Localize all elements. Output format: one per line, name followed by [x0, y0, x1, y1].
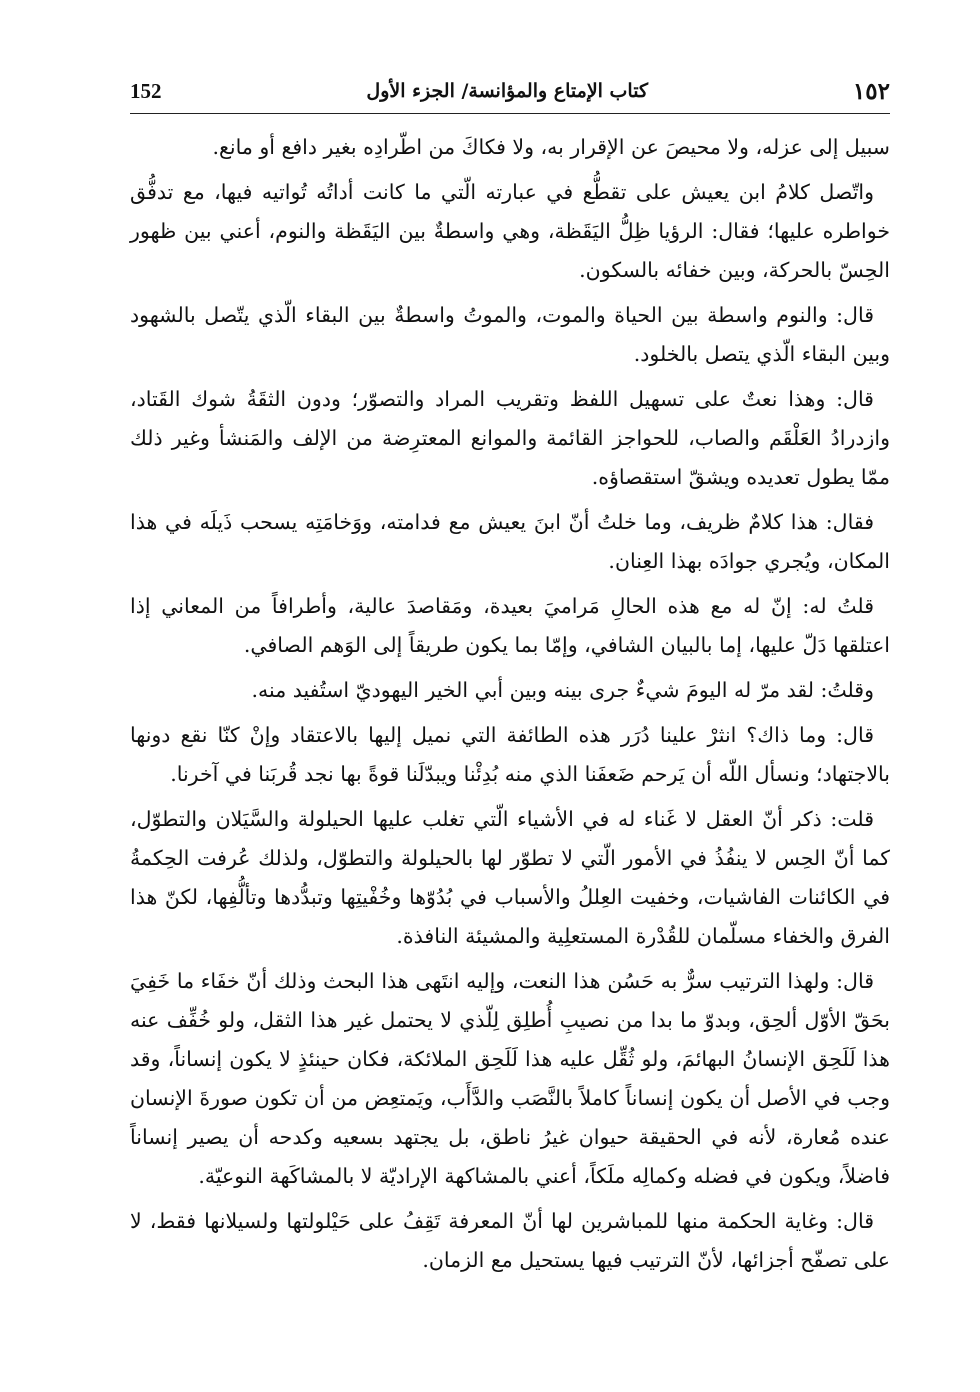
paragraph-4: قال: وهذا نعتٌ على تسهيل اللفظ وتقريب المراد والتصوّر؛ ودون الثقَةُ شوك القَتاد، وازدرادُ العَلْقَم والصاب، للحواجز القائمة والموانع المعترِضة من الإلف والمَنشأ وغير ذلك ممّا يطول تعديده ويشقّ استقصاؤه. — [130, 387, 890, 489]
paragraph-10: قال: ولهذا الترتيب سرٌّ به حَسُن هذا النعت، وإليه انتَهى هذا البحث وذلك أنّ خفَاء ما خَفِيَ بحَقّ الأوّل ألحِق، وبدوّ ما بدا من نصيبِ أُطلِق لِلّذي لا يحتمل غير هذا الثقل، ولو خُفِّف عنه هذا لَلَحِق الإنسانُ البهائمَ، ولو ثُقِّل عليه هذا لَلَحِق الملائكة، فكان حينئذٍ لا يكون إنساناً، وقد وجب في الأصل أن يكون إنساناً كاملاً بالنَّصَب والدَّأَب، ويَمتعِض من أن تكون صورةَ الإنسان عنده مُعارة، لأنه في الحقيقة حيوان غيرُ ناطق، بل يجتهد بسعيه وكدحه أن يصير إنساناً فاضلاً، ويكون في فضله وكمالِه ملَكاً، أعني بالمشاكهة الإراديّة لا بالمشاكَهة النوعيّة. — [130, 969, 890, 1188]
paragraph-11: قال: وغاية الحكمة منها للمباشرين لها أنّ المعرفة تَقِفُ على حَيْلولتها ولسيلانها فقط، لا على تصفّح أجزائها، لأنّ الترتيب فيها يستحيل مع الزمان. — [130, 1209, 890, 1272]
paragraph-2: واتّصل كلامُ ابن يعيش على تقطُّع في عبارته الّتي ما كانت أداتُه تُواتيه فيها، مع تدفُّق خواطره عليها؛ فقال: الرؤيا ظِلُّ اليَقَظة، وهي واسطةٌ بين اليَقَظة والنوم، أعني بين ظهور الحِسّ بالحركة، وبين خفائه بالسكون. — [130, 180, 890, 282]
page-number-arabic: ١٥٢ — [852, 77, 890, 105]
body-text — [130, 128, 890, 1358]
paragraph-6: قلتُ له: إنّ له مع هذه الحالِ مَراميَ بعيدة، ومَقاصدَ عالية، وأطرافاً من المعاني إذا اعتلقها دَلّ عليها، إما بالبيان الشافي، وإمّا بما يكون طريقاً إلى الوَهم الصافي. — [130, 594, 890, 657]
page-number-latin: 152 — [130, 78, 162, 103]
header-rule — [130, 113, 890, 114]
paragraph-9: قلت: ذكر أنّ العقل لا غَناء له في الأشياء الّتي تغلب عليها الحيلولة والسَّيَلان والتطوّل، كما أنّ الحِس لا ينفُذُ في الأمور الّتي لا تطوّر لها بالحيلولة والتطوّل، ولذلك عُرفت الحِكمةُ في الكائنات الفاشيات، وخفيت العِللُ والأسباب في بُدُوّها وخُفْيتِها وتبدُّدها وتألُّفِها، لكنّ هذا الفرق والخفاء مسلّمان للقُدْرة المستعلِية والمشيئة النافذة. — [130, 807, 890, 948]
paragraph-5: فقال: هذا كلامٌ ظريف، وما خلتُ أنّ ابنَ يعيش مع فدامته، ووَخامَتِه يسحب ذَيلَه في هذا المكان، ويُجري جوادَه بهذا العِنان. — [130, 510, 890, 573]
paragraph-3: قال: والنوم واسطة بين الحياة والموت، والموتُ واسطةٌ بين البقاء الّذي يتّصل بالشهود وبين البقاء الّذي يتصل بالخلود. — [130, 303, 890, 366]
paragraph-8: قال: وما ذاك؟ انثرْ علينا دُرَر هذه الطائفة التي نميل إليها بالاعتقاد وإنْ كنّا نقع دونها بالاجتهاد؛ ونسأل اللّه أن يَرحم ضَعفَنا الذي منه بُدِئْنا ويبدّلَنا قوةً بها نجد قُربَنا في آخرنا. — [130, 723, 890, 786]
running-title: كتاب الإمتاع والمؤانسة/ الجزء الأول — [366, 80, 649, 102]
page-header — [130, 74, 890, 108]
paragraph-1: سبيل إلى عزله، ولا محيصَ عن الإقرار به، ولا فكاكَ من اطّرادِه بغير دافع أو مانع. — [212, 135, 890, 159]
paragraph-7: وقلتُ: لقد مرّ له اليومَ شيءٌ جرى بينه وبين أبي الخير اليهوديّ استُفيد منه. — [251, 678, 874, 702]
